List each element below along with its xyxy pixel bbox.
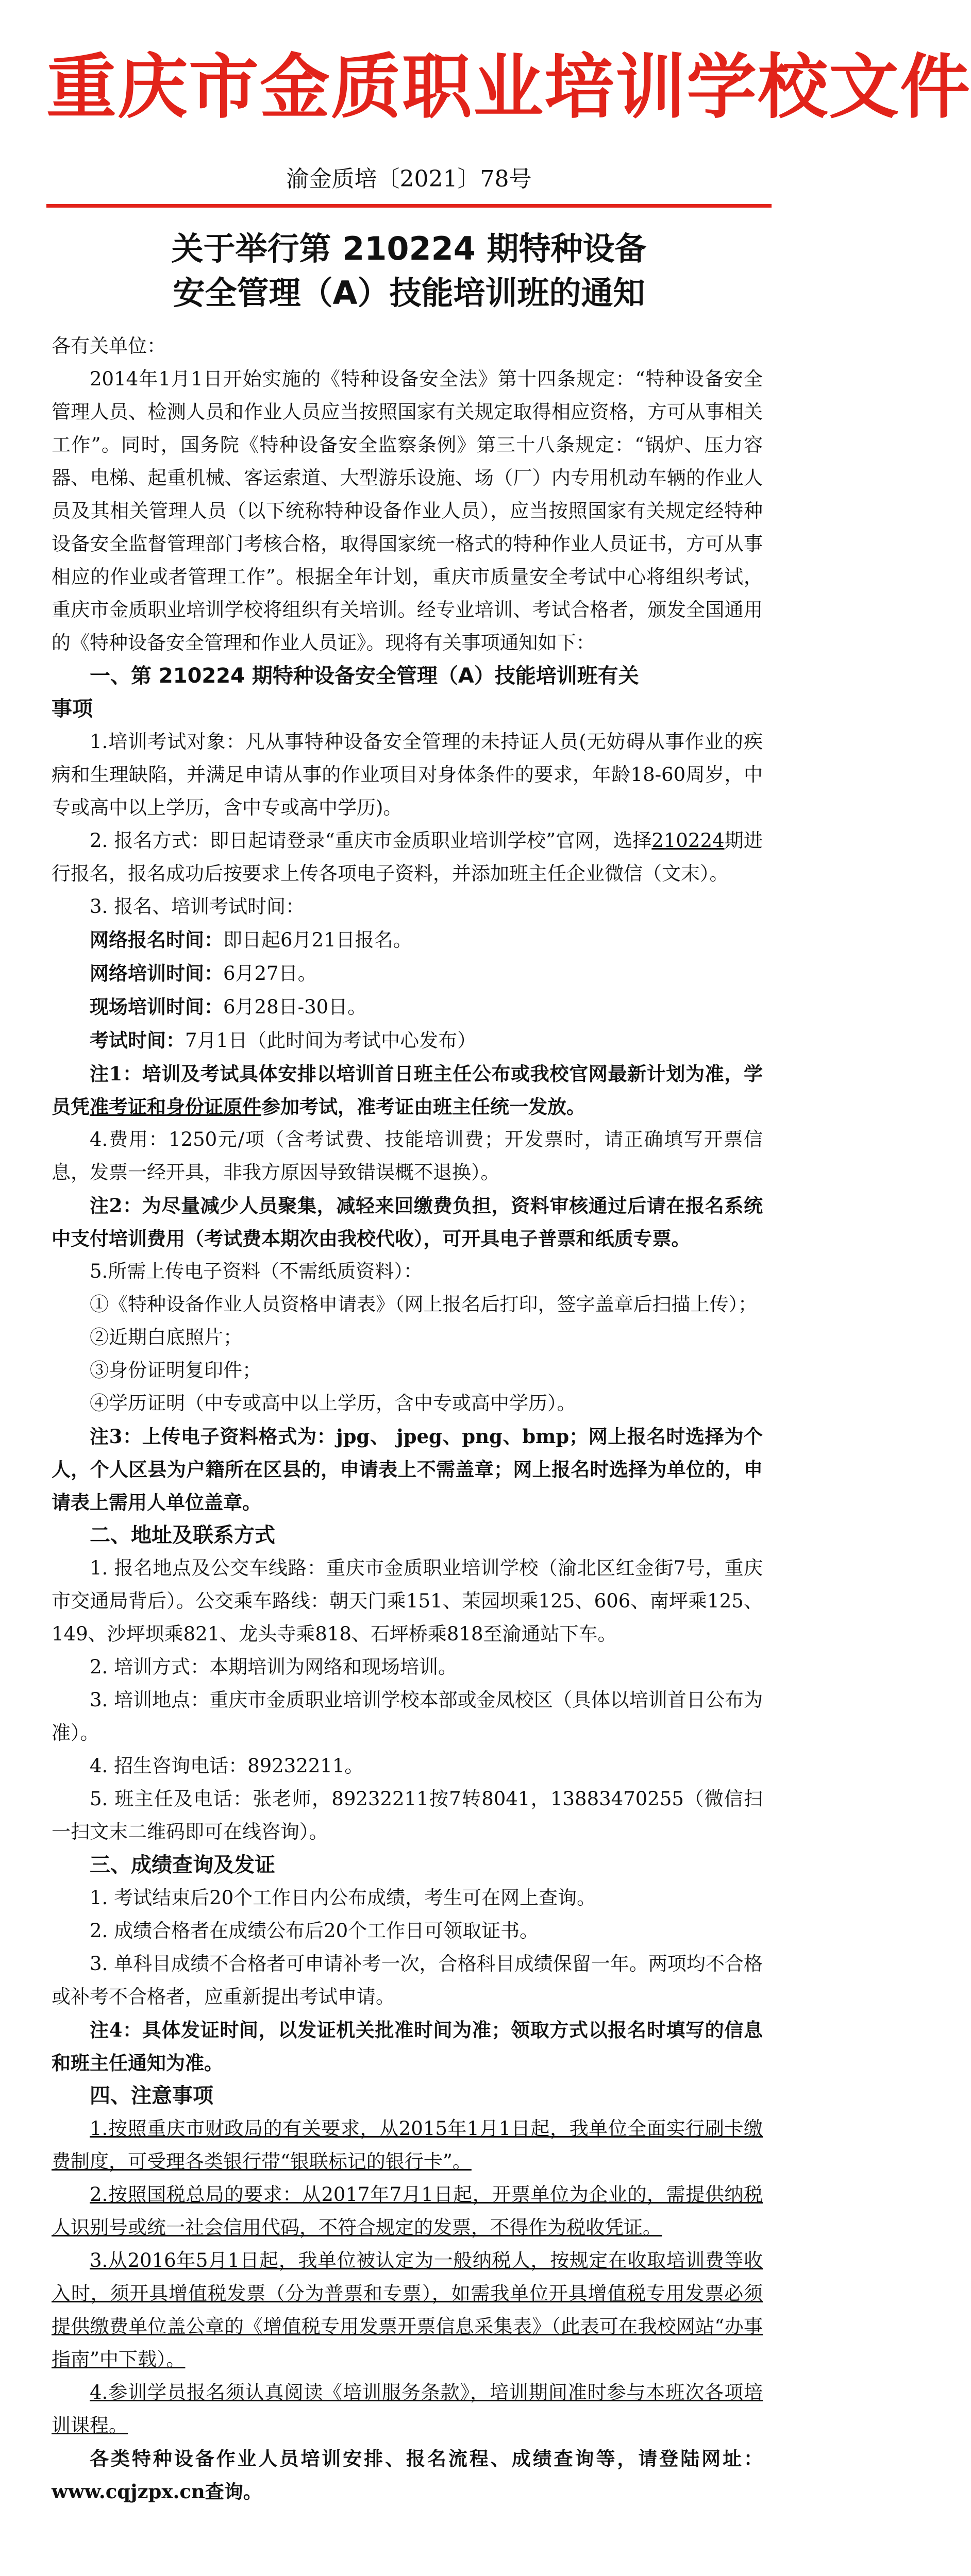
note-1 bbox=[52, 1057, 763, 1123]
closing-pre: 各类特种设备作业人员培训安排、报名流程、成绩查询等，请登陆网址： bbox=[90, 2447, 763, 2470]
onsite-training-value: 6月28日-30日。 bbox=[223, 996, 367, 1018]
online-signup-value: 即日起6月21日报名。 bbox=[223, 929, 412, 951]
s2-item-3: 3. 培训地点：重庆市金质职业培训学校本部或金凤校区（具体以培训首日公布为准）。 bbox=[52, 1689, 763, 1744]
s4-item-1: 1.按照重庆市财政局的有关要求，从2015年1月1日起，我单位全面实行刷卡缴费制度，可受理各类银行带“银联标记的银行卡”。 bbox=[52, 2117, 763, 2173]
material-item-1: ①《特种设备作业人员资格申请表》（网上报名后打印，签字盖章后扫描上传）； bbox=[90, 1293, 757, 1315]
online-signup-time bbox=[52, 923, 763, 957]
note-4: 注4：具体发证时间，以发证机关批准时间为准；领取方式以报名时填写的信息和班主任通知为准。 bbox=[52, 2019, 763, 2074]
title-line-1: 关于举行第 210224 期特种设备 bbox=[171, 230, 647, 267]
intro-paragraph: 2014年1月1日开始实施的《特种设备安全法》第十四条规定：“特种设备安全管理人员、检测人员和作业人员应当按照国家有关规定取得相应资格，方可从事相关工作”。同时，国务院《特种设备安全监察条例》第三十八条规定：“锅炉、压力容器、电梯、起重机械、客运索道、大型游乐设施、场（厂）内专用机动车辆的作业人员及其相关管理人员（以下统称特种设备作业人员），应当按照国家有关规定经特种设备安全监督管理部门考核合格，取得国家统一格式的特种作业人员证书，方可从事相应的作业或者管理工作”。根据全年计划，重庆市质量安全考试中心将组织考试，重庆市金质职业培训学校将组织有关培训。经专业培训、考试合格者，颁发全国通用的《特种设备安全管理和作业人员证》。现将有关事项通知如下： bbox=[52, 368, 763, 654]
note-1-pre: 注1：培训及考试具体安排以培训首日班主任公布或我校官网最新计划为准，学员凭 bbox=[52, 1062, 763, 1118]
note-1-post: 参加考试，准考证由班主任统一发放。 bbox=[261, 1095, 585, 1118]
section-4-heading: 四、注意事项 bbox=[90, 2084, 213, 2108]
s3-item-2: 2. 成绩合格者在成绩公布后20个工作日可领取证书。 bbox=[90, 1920, 539, 1942]
website-link[interactable]: www.cqjzpx.cn bbox=[52, 2480, 205, 2503]
s4-item-3: 3.从2016年5月1日起，我单位被认定为一般纳税人，按规定在收取培训费等收入时，须开具增值税发票（分为普票和专票），如需我单位开具增值税专用发票必须提供缴费单位盖公章的《增值税专用发票开票信息采集表》（此表可在我校网站“办事指南”中下载）。 bbox=[52, 2249, 763, 2370]
document-masthead: 重庆市金质职业培训学校文件 bbox=[46, 47, 971, 128]
online-training-value: 6月27日。 bbox=[223, 962, 317, 985]
note-3: 注3：上传电子资料格式为：jpg、 jpeg、png、bmp；网上报名时选择为个人，个人区县为户籍所在区县的，申请表上不需盖章；网上报名时选择为单位的，申请表上需用人单位盖章。 bbox=[52, 1425, 763, 1514]
note-2: 注2：为尽量减少人员聚集，减轻来回缴费负担，资料审核通过后请在报名系统中支付培训费用（考试费本期次由我校代收），可开具电子普票和纸质专票。 bbox=[52, 1194, 763, 1250]
closing-paragraph bbox=[52, 2442, 763, 2508]
document-title bbox=[52, 227, 766, 315]
online-training-time bbox=[52, 957, 763, 990]
s1-item-2-post: 期进行报名，报名成功后按要求上传各项电子资料，并添加班主任企业微信（文末）。 bbox=[52, 829, 763, 885]
s1-item-1: 1.培训考试对象：凡从事特种设备安全管理的未持证人员(无妨碍从事作业的疾病和生理缺陷，并满足申请从事的作业项目对身体条件的要求，年龄18-60周岁，中专或高中以上学历，含中专或高中学历)。 bbox=[52, 731, 763, 819]
material-item-2: ②近期白底照片； bbox=[90, 1326, 242, 1348]
s1-item-5: 5.所需上传电子资料（不需纸质资料）： bbox=[90, 1260, 423, 1282]
s2-item-5: 5. 班主任及电话：张老师，89232211按7转8041，13883470255（微信扫一扫文末二维码即可在线咨询）。 bbox=[52, 1788, 763, 1843]
s2-item-4: 4. 招生咨询电话：89232211。 bbox=[90, 1755, 364, 1777]
closing-post: 查询。 bbox=[205, 2480, 262, 2503]
s1-item-2 bbox=[52, 824, 763, 890]
section-1-heading-a: 一、第 210224 期特种设备安全管理（A）技能培训班有关 bbox=[90, 664, 639, 688]
s4-item-4: 4.参训学员报名须认真阅读《培训服务条款》，培训期间准时参与本班次各项培训课程。 bbox=[52, 2381, 763, 2436]
exam-time-label: 考试时间： bbox=[90, 1029, 185, 1052]
s2-item-1: 1. 报名地点及公交车线路：重庆市金质职业培训学校（渝北区红金街7号，重庆市交通局背后）。公交乘车路线：朝天门乘151、茉园坝乘125、606、南坪乘125、149、沙坪坝乘821、龙头寺乘818、石坪桥乘818至渝通站下车。 bbox=[52, 1557, 763, 1645]
s4-item-2: 2.按照国税总局的要求：从2017年7月1日起，开票单位为企业的，需提供纳税人识别号或统一社会信用代码，不符合规定的发票，不得作为税收凭证。 bbox=[52, 2183, 763, 2239]
s3-item-3: 3. 单科目成绩不合格者可申请补考一次，合格科目成绩保留一年。两项均不合格或补考不合格者，应重新提出考试申请。 bbox=[52, 1953, 763, 2008]
s1-item-2-pre: 2. 报名方式：即日起请登录“重庆市金质职业培训学校”官网，选择 bbox=[90, 829, 652, 852]
s1-item-3: 3. 报名、培训考试时间： bbox=[90, 895, 305, 918]
section-2-heading: 二、地址及联系方式 bbox=[90, 1523, 275, 1547]
red-divider bbox=[46, 204, 772, 208]
note-1-underlined: 准考证和身份证原件 bbox=[90, 1095, 261, 1118]
online-signup-label: 网络报名时间： bbox=[90, 928, 223, 951]
section-3-heading: 三、成绩查询及发证 bbox=[90, 1853, 275, 1877]
onsite-training-label: 现场培训时间： bbox=[90, 995, 223, 1018]
s1-item-4: 4.费用：1250元/项（含考试费、技能培训费；开发票时，请正确填写开票信息，发票一经开具，非我方原因导致错误概不退换）。 bbox=[52, 1128, 763, 1183]
period-link[interactable]: 210224 bbox=[651, 829, 725, 852]
document-body bbox=[52, 330, 763, 2508]
document-number: 渝金质培〔2021〕78号 bbox=[286, 166, 532, 192]
section-1-heading bbox=[52, 659, 763, 692]
s2-item-2: 2. 培训方式：本期培训为网络和现场培训。 bbox=[90, 1656, 458, 1678]
s3-item-1: 1. 考试结束后20个工作日内公布成绩，考生可在网上查询。 bbox=[90, 1887, 596, 1909]
greeting: 各有关单位： bbox=[52, 335, 166, 357]
title-line-2: 安全管理（A）技能培训班的通知 bbox=[173, 274, 645, 312]
exam-time bbox=[52, 1024, 763, 1057]
onsite-training-time bbox=[52, 990, 763, 1024]
material-item-4: ④学历证明（中专或高中以上学历，含中专或高中学历）。 bbox=[90, 1392, 576, 1414]
material-item-3: ③身份证明复印件； bbox=[90, 1359, 261, 1381]
exam-time-value: 7月1日（此时间为考试中心发布） bbox=[185, 1029, 477, 1052]
section-1-heading-b: 事项 bbox=[52, 697, 93, 721]
online-training-label: 网络培训时间： bbox=[90, 962, 223, 985]
